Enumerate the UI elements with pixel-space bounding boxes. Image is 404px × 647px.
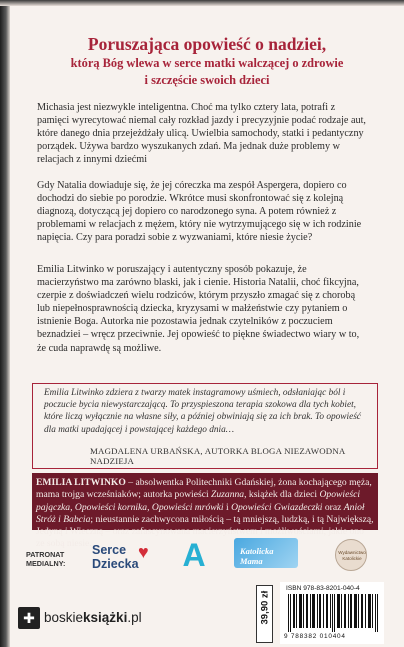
author-book-title-4: Anioł Stróż i Babcia: [36, 501, 365, 525]
price: 39,90 zł: [259, 590, 271, 625]
book-cross-icon: ✚: [18, 607, 40, 629]
barcode-number: 9 788382 010404: [284, 633, 346, 640]
author-bio-text-d: oraz: [322, 501, 344, 513]
katolicka-mama-logo: [234, 538, 298, 568]
headline-line-2: którą Bóg wlewa w serce matki walczącej o zdrowie: [70, 56, 344, 70]
book-spine-edge: [0, 0, 10, 647]
quote-text: Emilia Litwinko zdziera z twarzy matek instagramowy uśmiech, odsłaniając ból i poczucie bycia niewystarczającą. To przyspieszona terapia szokowa dla tych kobiet, które liczą wyłącznie na własne siły, a później obwiniają się za ich brak. To opowieść dla matki upadającej i powstającej każdego dnia…: [44, 388, 361, 435]
headline-line-3: i szczęście swoich dzieci: [144, 73, 270, 87]
serce-dziecka-logo: [92, 539, 156, 575]
round-seal-text: Wydawnictwo Katolickie: [338, 550, 366, 561]
quote-author: MAGDALENA URBAŃSKA, AUTORKA BLOGA NIEZAWODNA NADZIEJA: [90, 446, 345, 466]
katolicka-mama-text: Katolicka Mama: [240, 546, 274, 566]
patronat-label: PATRONAT MEDIALNY:: [26, 550, 66, 568]
author-bio-text-a: – absolwentka Politechniki Gdańskiej, żona kochającego męża, mama trojga wcześniaków; autorka powieści: [36, 477, 372, 501]
round-seal-logo: [335, 539, 367, 571]
headline: [30, 34, 384, 88]
isbn-label: ISBN 978-83-8201-040-4: [286, 585, 360, 592]
heart-icon: ♥: [138, 542, 149, 562]
book-top-edge: [0, 0, 404, 6]
boskieksiazki-logo: [18, 607, 158, 635]
headline-line-1: Poruszająca opowieść o nadziei,: [87, 34, 327, 54]
barcode-icon: [288, 594, 378, 632]
boskieksiazki-text: boskieksiążki.pl: [44, 610, 142, 625]
author-bio-text-e: ; nieustannie zachwycona miłością – tą mniejszą, ludzką, i tą Największą, Jedyną i Wieczną – oraz zafascynowana macierzyństwem i możliwościami, jakie ono ze sobą niesie.: [36, 513, 374, 550]
paragraph-2: Gdy Natalia dowiaduje się, że jej córeczka ma zespół Aspergera, dopiero co dochodzi do siebie po porodzie. Wkrótce musi skonfrontować się z kolejną diagnozą, dotyczącą jej dopiero co narodzonego syna. A potem również z problemami w relacjach z mężem, który nie wytrzymującego się w ich rodzinie napięcia. Czy para poradzi sobie z wyzwaniami, które niesie życie?: [37, 180, 362, 244]
author-book-title-1: Zuzanna: [211, 489, 245, 501]
paragraph-1: Michasia jest niezwykle inteligentna. Choć ma tylko cztery lata, potrafi z pamięci wyrecytować niemal cały rozkład jazdy i precyzyjnie podać rodzaje aut, które danego dnia przejeżdżały ulicą. Uwielbia samochody, statki i pedantyczny porządek. Używa bardzo wyszukanych zdań. Ma jednak duże problemy w relacjach z innymi dziećmi: [37, 102, 366, 166]
author-bio-text-b: , książek dla dzieci: [244, 489, 320, 501]
author-book-title-2: Opowieści pajączka, Opowieści kornika, Opowieści mrówki: [36, 489, 360, 513]
paragraph-3: Emilia Litwinko w poruszający i autentyczny sposób pokazuje, że macierzyństwo ma zarówno blaski, jak i cienie. Historia Natalii, choć fikcyjna, czerpie z doświadczeń wielu rodziców, którym przyszło zmagać się z chorobą lub niepełnosprawnością dziecka, kryzysami w małżeństwie czy pytaniem o istnienie Boga. Autorka nie pozostawia jednak czytelników z poczuciem beznadziei – wręcz przeciwnie. Jej opowieść to piękne świadectwo wiary w to, że cuda naprawdę są możliwe.: [37, 264, 360, 354]
author-book-title-3: Opowieści Gwiazdeczki: [231, 501, 323, 513]
a-letter-logo: A: [182, 537, 206, 573]
author-name: EMILIA LITWINKO: [36, 477, 126, 488]
serce-dziecka-text: Serce Dziecka: [92, 543, 139, 571]
author-bio-text-c: i: [223, 501, 232, 513]
